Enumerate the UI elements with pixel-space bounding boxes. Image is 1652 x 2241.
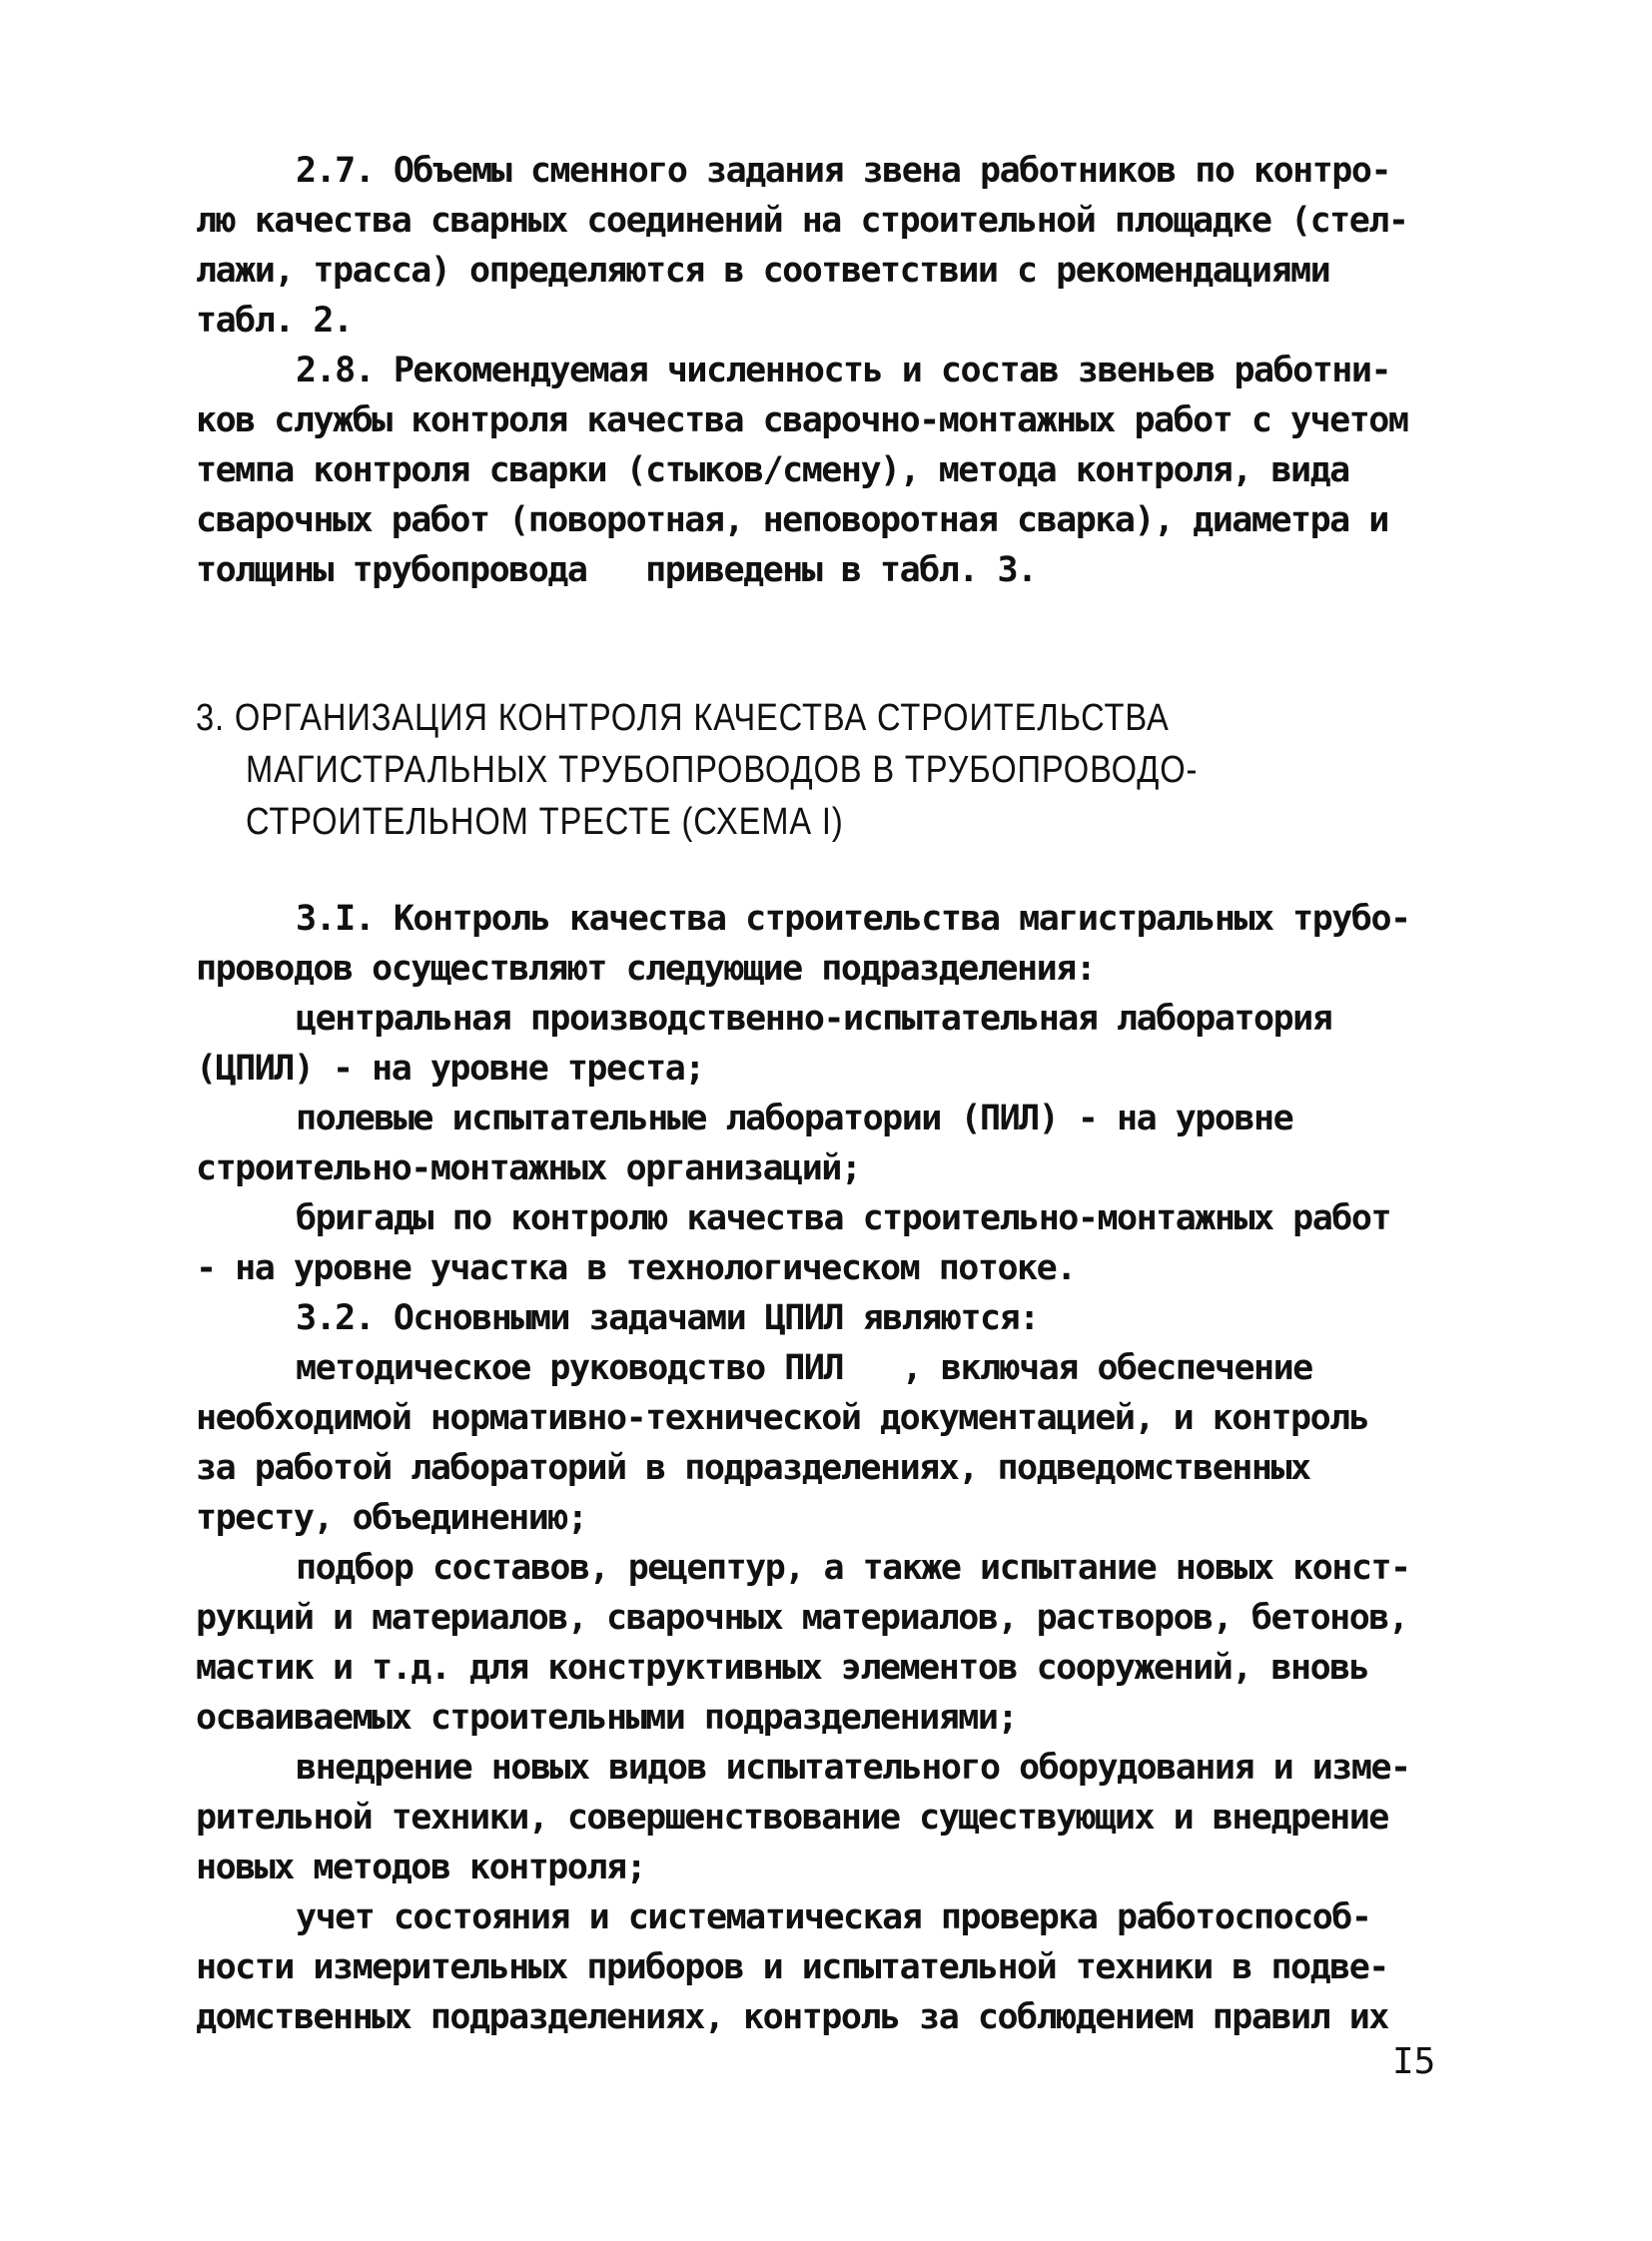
text-line: внедрение новых видов испытательного оборудования и изме-: [296, 1748, 1410, 1788]
text-line: 2.7. Объемы сменного задания звена работников по контро-: [296, 151, 1391, 191]
text-line: необходимой нормативно-технической документацией, и контроль: [196, 1398, 1369, 1438]
text-line: методическое руководство ПИЛ , включая обеспечение: [296, 1348, 1312, 1388]
text-line: ков службы контроля качества сварочно-монтажных работ с учетом: [196, 400, 1408, 440]
text-line: за работой лабораторий в подразделениях, подведомственных: [196, 1448, 1310, 1488]
text-line: 2.8. Рекомендуемая численность и состав звеньев работни-: [296, 351, 1391, 390]
text-line: 3.2. Основными задачами ЦПИЛ являются:: [296, 1298, 1039, 1338]
text-line: - на уровне участка в технологическом потоке.: [196, 1248, 1076, 1288]
text-line: лажи, трасса) определяются в соответствии с рекомендациями: [196, 251, 1330, 291]
section-heading: 3. ОРГАНИЗАЦИЯ КОНТРОЛЯ КАЧЕСТВА СТРОИТЕЛЬСТВА: [196, 697, 1170, 739]
page-number: I5: [1392, 2041, 1436, 2082]
text-line: полевые испытательные лаборатории (ПИЛ) - на уровне: [296, 1099, 1293, 1138]
text-line: новых методов контроля;: [196, 1848, 646, 1887]
text-line: сварочных работ (поворотная, неповоротная сварка), диаметра и: [196, 500, 1388, 540]
text-line: 3.I. Контроль качества строительства магистральных трубо-: [296, 899, 1410, 939]
text-line: толщины трубопровода приведены в табл. 3.: [196, 550, 1037, 590]
text-line: рукций и материалов, сварочных материалов, растворов, бетонов,: [196, 1598, 1408, 1638]
section-heading: СТРОИТЕЛЬНОМ ТРЕСТЕ (СХЕМА I): [246, 801, 844, 843]
text-line: проводов осуществляют следующие подразделения:: [196, 949, 1096, 989]
text-line: тресту, объединению;: [196, 1498, 587, 1538]
text-line: рительной техники, совершенствование существующих и внедрение: [196, 1798, 1388, 1838]
text-line: подбор составов, рецептур, а также испытание новых конст-: [296, 1548, 1410, 1588]
text-line: строительно-монтажных организаций;: [196, 1148, 861, 1188]
section-heading: МАГИСТРАЛЬНЫХ ТРУБОПРОВОДОВ В ТРУБОПРОВОДО-: [246, 749, 1199, 791]
text-line: центральная производственно-испытательная лаборатория: [296, 999, 1332, 1039]
text-line: лю качества сварных соединений на строительной площадке (стел-: [196, 201, 1408, 241]
text-line: домственных подразделениях, контроль за соблюдением правил их: [196, 1997, 1388, 2037]
text-line: ности измерительных приборов и испытательной техники в подве-: [196, 1947, 1388, 1987]
text-line: осваиваемых строительными подразделениями;: [196, 1698, 1018, 1738]
text-line: (ЦПИЛ) - на уровне треста;: [196, 1049, 704, 1089]
text-line: темпа контроля сварки (стыков/смену), метода контроля, вида: [196, 450, 1349, 490]
text-line: бригады по контролю качества строительно-монтажных работ: [296, 1198, 1391, 1238]
text-line: мастик и т.д. для конструктивных элементов сооружений, вновь: [196, 1648, 1369, 1688]
text-line: учет состояния и систематическая проверка работоспособ-: [296, 1897, 1371, 1937]
text-line: табл. 2.: [196, 301, 353, 341]
